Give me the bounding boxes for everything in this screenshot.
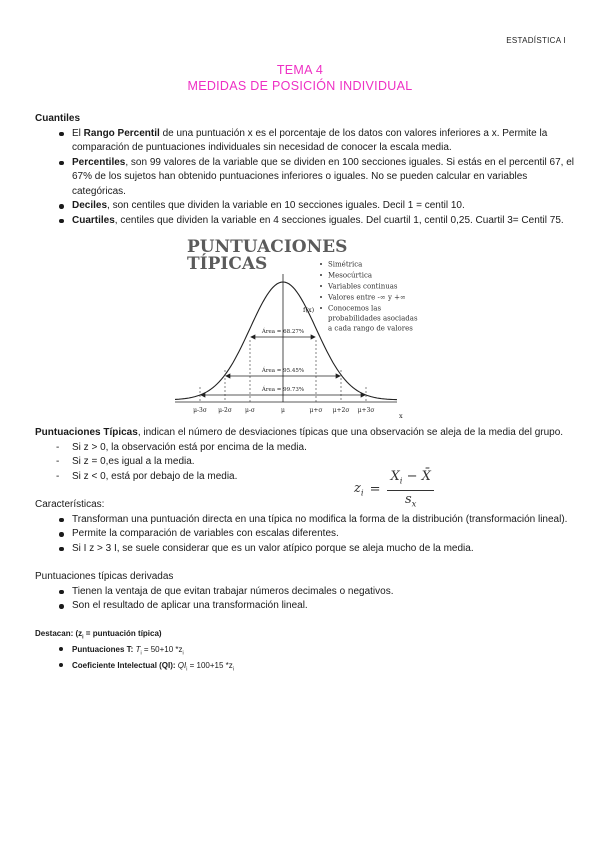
area-label-68: Área = 68.27% bbox=[261, 329, 305, 335]
tipicas-item: - Si z < 0, está por debajo de la media. bbox=[35, 470, 575, 485]
figure-bullet-cont: probabilidades asociadas bbox=[328, 314, 418, 323]
formula-lhs: $z_i$ bbox=[354, 480, 364, 498]
normal-curve-svg bbox=[35, 230, 575, 426]
derivadas-item: Tienen la ventaja de que evitan trabajar números decimales o negativos. bbox=[35, 585, 575, 600]
cuantiles-item: El Rango Percentil de una puntuación x es el porcentaje de los datos con valores inferiores a x. Permite la comparación de puntuaciones individuales sin necesidad de conocer la escala media. bbox=[35, 127, 575, 156]
cuantiles-item: Deciles, son centiles que dividen la variable en 10 secciones iguales. Decil 1 = centil 10. bbox=[35, 199, 575, 214]
area-label-95: Área = 95.45% bbox=[261, 368, 305, 374]
area-label-99: Área = 99.73% bbox=[261, 387, 305, 393]
figure-bullet-dot bbox=[320, 296, 322, 298]
figure-bullet: Valores entre -∞ y +∞ bbox=[328, 293, 406, 302]
normal-distribution-figure bbox=[35, 230, 575, 426]
figure-bullet-dot bbox=[320, 274, 322, 276]
tick-label: μ+2σ bbox=[332, 407, 350, 414]
formula-fraction bbox=[387, 470, 433, 511]
tipicas-item: - Si z = 0,es igual a la media. bbox=[35, 455, 575, 470]
figure-bullet-dot bbox=[320, 285, 322, 287]
tick-label: μ+3σ bbox=[357, 407, 375, 414]
fx-label: f(x) bbox=[303, 306, 315, 314]
figure-bullet-cont: a cada rango de valores bbox=[328, 324, 413, 333]
tick-label: μ+σ bbox=[309, 407, 323, 414]
tipicas-list bbox=[35, 441, 575, 485]
tipicas-intro: Puntuaciones Típicas, indican el número de desviaciones típicas que una observación se aleja de la media del grupo. bbox=[35, 427, 564, 438]
tick-label: μ-σ bbox=[244, 407, 256, 414]
title-line-2: MEDIDAS DE POSICIÓN INDIVIDUAL bbox=[187, 79, 413, 93]
area-arrow-1-left-head bbox=[251, 335, 255, 339]
cuantiles-heading: Cuantiles bbox=[35, 113, 81, 124]
tick-label: μ-3σ bbox=[193, 407, 207, 414]
tick-label: μ bbox=[281, 407, 285, 414]
caracteristicas-item: Permite la comparación de variables con escalas diferentes. bbox=[35, 527, 575, 542]
derivadas-heading: Puntuaciones típicas derivadas bbox=[35, 571, 174, 582]
destacan-item: Coeficiente Intelectual (QI): $QI_i = 100+15$ $*z_i$ bbox=[35, 660, 575, 676]
tipicas-item: - Si z > 0, la observación está por encima de la media. bbox=[35, 441, 575, 456]
main-content bbox=[35, 112, 575, 676]
figure-bullet: Variables continuas bbox=[328, 282, 398, 291]
z-score-formula bbox=[354, 470, 434, 511]
formula-equals: = bbox=[369, 482, 381, 498]
figure-bullet-dot bbox=[320, 263, 322, 265]
derivadas-list bbox=[35, 585, 575, 614]
page-title bbox=[0, 62, 600, 94]
figure-bullet: Mesocúrtica bbox=[328, 271, 373, 280]
figure-title-1: PUNTUACIONES bbox=[187, 237, 348, 257]
destacan-list bbox=[35, 644, 575, 676]
area-arrow-1-right-head bbox=[311, 335, 315, 339]
x-axis-label: x bbox=[399, 412, 403, 420]
formula-denominator: $s_x$ bbox=[404, 492, 417, 509]
title-line-1: TEMA 4 bbox=[276, 63, 324, 77]
cuantiles-list bbox=[35, 127, 575, 229]
cuantiles-item: Cuartiles, centiles que dividen la variable en 4 secciones iguales. Del cuartil 1, centil 0,25. Cuartil 3= Centil 75. bbox=[35, 214, 575, 229]
caracteristicas-item: Si I z > 3 I, se suele considerar que es un valor atípico porque se aleja mucho de la media. bbox=[35, 542, 575, 557]
destacan-block bbox=[35, 628, 575, 676]
caracteristicas-heading: Características: bbox=[35, 499, 105, 510]
destacan-heading: Destacan: ($z_i$ = puntuación típica) bbox=[35, 628, 162, 641]
caracteristicas-item: Transforman una puntuación directa en una típica no modifica la forma de la distribución (transformación lineal). bbox=[35, 513, 575, 528]
figure-bullet: Simétrica bbox=[328, 260, 363, 269]
figure-bullet: Conocemos las bbox=[328, 304, 382, 313]
cuantiles-item: Percentiles, son 99 valores de la variable que se dividen en 100 secciones iguales. Si estás en el percentil 67, el 67% de los sujetos han obtenido puntuaciones inferiores o iguales. No se pueden calcular en variables categóricas. bbox=[35, 156, 575, 200]
formula-numerator: $X_i$ − X̄ bbox=[387, 470, 433, 491]
area-arrow-2-right-head bbox=[336, 374, 340, 378]
tick-label: μ-2σ bbox=[218, 407, 232, 414]
figure-bullet-dot bbox=[320, 307, 322, 309]
caracteristicas-list bbox=[35, 513, 575, 557]
destacan-item: Puntuaciones T: $T_i = 50+10$ $*z_i$ bbox=[35, 644, 575, 660]
course-header: ESTADÍSTICA I bbox=[506, 36, 566, 45]
derivadas-item: Son el resultado de aplicar una transformación lineal. bbox=[35, 599, 575, 614]
figure-title-2: TÍPICAS bbox=[187, 254, 268, 274]
area-arrow-2-left-head bbox=[226, 374, 230, 378]
